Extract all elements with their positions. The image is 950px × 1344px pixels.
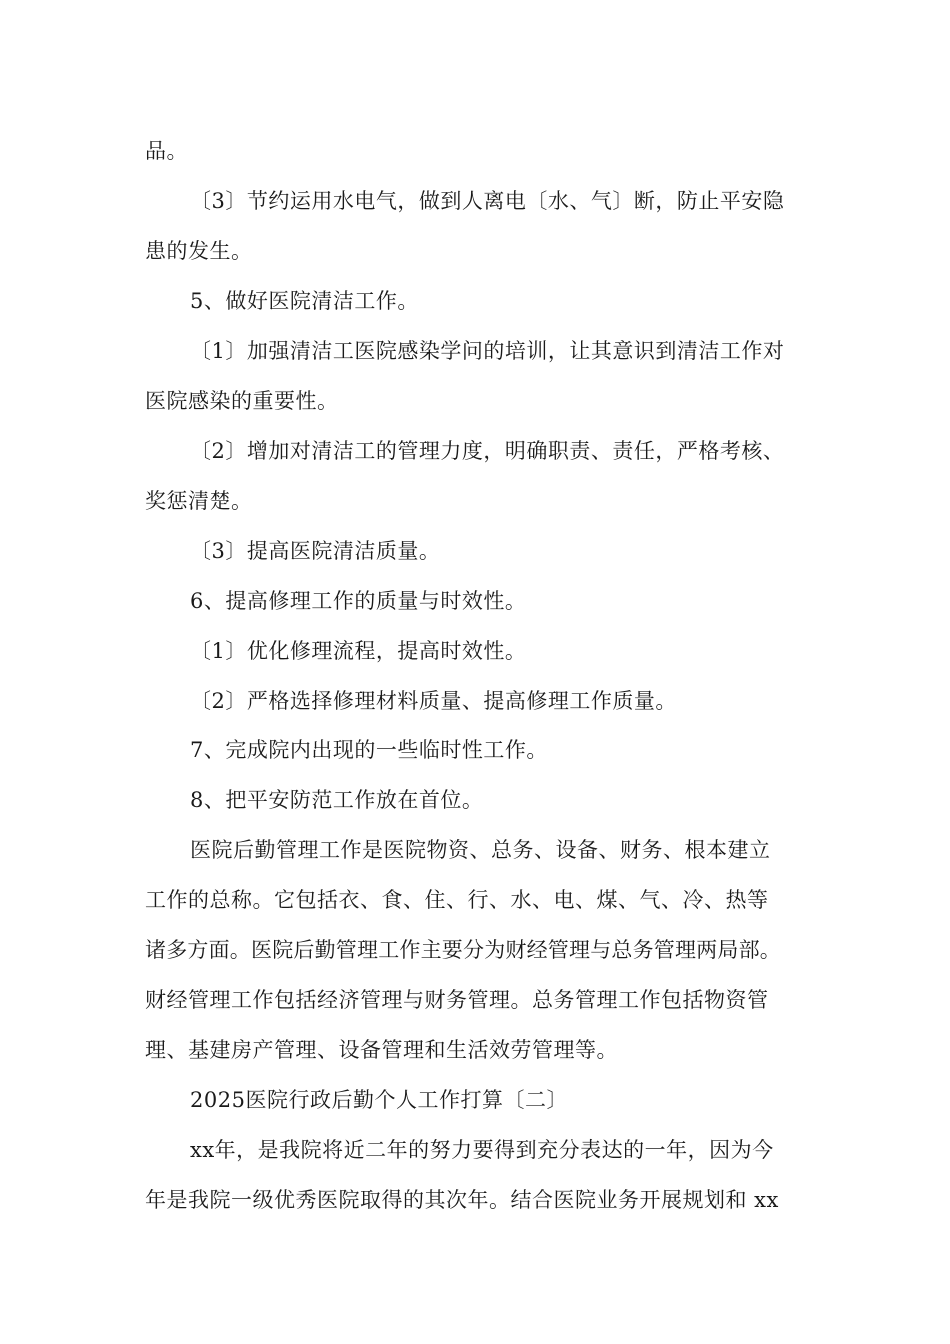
section-heading: 6、提高修理工作的质量与时效性。 bbox=[190, 589, 527, 613]
section-heading: 8、把平安防范工作放在首位。 bbox=[190, 788, 484, 812]
text-line: 医院感染的重要性。 bbox=[145, 389, 339, 413]
paragraph-line: xx年，是我院将近二年的努力要得到充分表达的一年，因为今 bbox=[190, 1138, 774, 1162]
text-line: 患的发生。 bbox=[145, 239, 253, 263]
section-heading: 7、完成院内出现的一些临时性工作。 bbox=[190, 738, 548, 762]
paragraph-line: 财经管理工作包括经济管理与财务管理。总务管理工作包括物资管 bbox=[145, 988, 769, 1012]
text-line: 〔3〕提高医院清洁质量。 bbox=[190, 539, 441, 563]
document-title: 2025医院行政后勤个人工作打算〔二〕 bbox=[190, 1088, 568, 1112]
text-line: 〔3〕节约运用水电气，做到人离电〔水、气〕断，防止平安隐 bbox=[190, 189, 785, 213]
text-line: 〔2〕严格选择修理材料质量、提高修理工作质量。 bbox=[190, 689, 677, 713]
text-line: 奖惩清楚。 bbox=[145, 489, 253, 513]
text-line: 品。 bbox=[145, 139, 188, 163]
paragraph-line: 工作的总称。它包括衣、食、住、行、水、电、煤、气、冷、热等 bbox=[145, 888, 769, 912]
paragraph-line: 理、基建房产管理、设备管理和生活效劳管理等。 bbox=[145, 1038, 618, 1062]
paragraph-line: 医院后勤管理工作是医院物资、总务、设备、财务、根本建立 bbox=[190, 838, 771, 862]
text-line: 〔1〕加强清洁工医院感染学问的培训，让其意识到清洁工作对 bbox=[190, 339, 785, 363]
text-line: 〔1〕优化修理流程，提高时效性。 bbox=[190, 639, 527, 663]
paragraph-line: 诸多方面。医院后勤管理工作主要分为财经管理与总务管理两局部。 bbox=[145, 938, 781, 962]
paragraph-line: 年是我院一级优秀医院取得的其次年。结合医院业务开展规划和 xx bbox=[145, 1188, 779, 1212]
text-line: 〔2〕增加对清洁工的管理力度，明确职责、责任，严格考核、 bbox=[190, 439, 785, 463]
section-heading: 5、做好医院清洁工作。 bbox=[190, 289, 419, 313]
